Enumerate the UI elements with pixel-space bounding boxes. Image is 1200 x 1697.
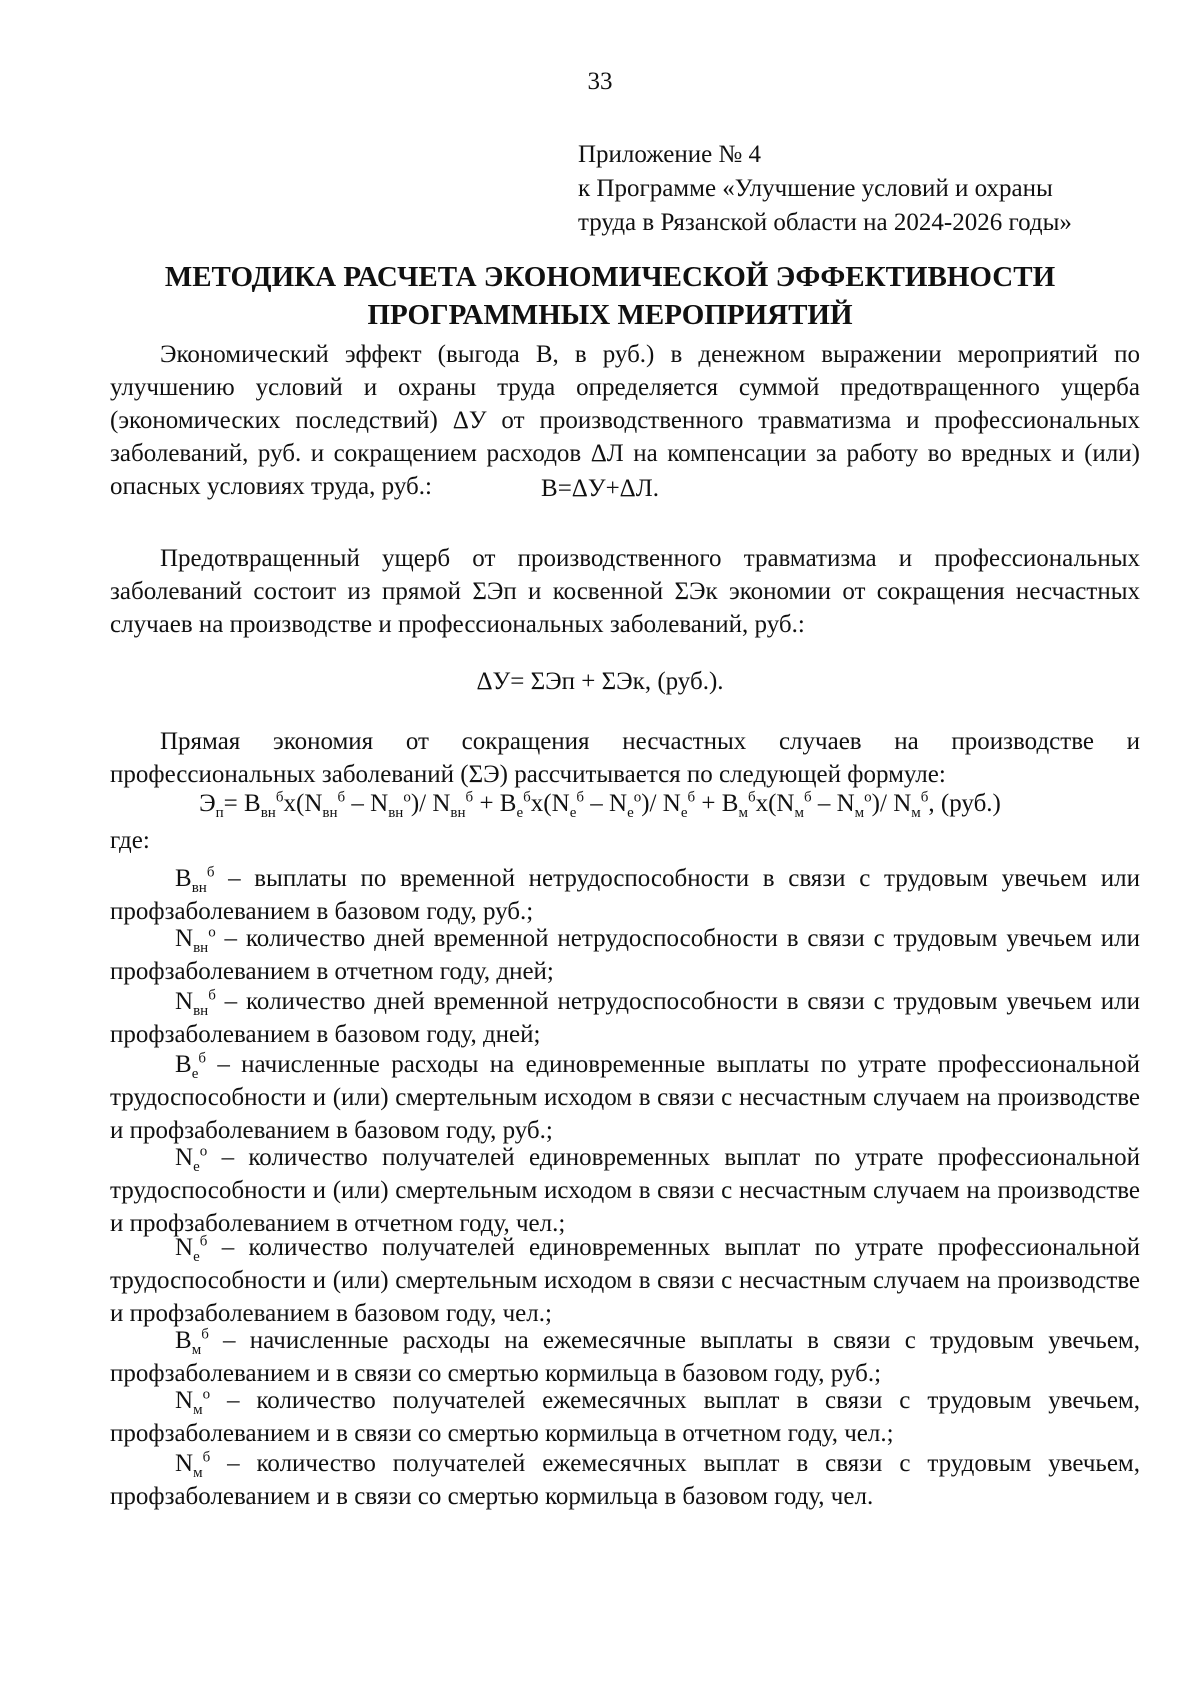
definition-text: – начисленные расходы на единовременные выплаты по утрате профессиональной трудоспособности и (или) смертельным исходом в связи с несчастным случаем на производстве и профзаболеванием в базовом году, руб.; bbox=[110, 1051, 1140, 1144]
document-title bbox=[110, 258, 1110, 334]
definition-variable: $N_е^о$ bbox=[175, 1143, 208, 1175]
definition-variable: $N_{вн}^о$ bbox=[175, 924, 216, 956]
annex-line-3: труда в Рязанской области на 2024-2026 годы» bbox=[578, 209, 1072, 236]
definition-item bbox=[110, 862, 1140, 928]
annex-header bbox=[578, 138, 1072, 240]
annex-line-2: к Программе «Улучшение условий и охраны bbox=[578, 175, 1053, 202]
paragraph-economic-effect: Экономический эффект (выгода В, в руб.) в денежном выражении мероприятий по улучшению условий и охраны труда определяется суммой предотвращенного ущерба (экономических последствий) ΔУ от производственного травматизма и профессиональных заболеваний, руб. и сокращением расходов ΔЛ на компенсации за работу во вредных и (или) опасных условиях труда, руб.: bbox=[110, 341, 1140, 500]
definition-text: – количество дней временной нетрудоспособности в связи с трудовым увечьем или профзаболеванием в отчетном году, дней; bbox=[110, 925, 1140, 985]
definition-item bbox=[110, 1324, 1140, 1390]
definition-text: – количество получателей ежемесячных выплат в связи с трудовым увечьем, профзаболеванием и в связи со смертью кормильца в отчетном году, чел.; bbox=[110, 1387, 1140, 1447]
definition-variable: $N_е^б$ bbox=[175, 1233, 208, 1265]
definition-variable: $N_{вн}^б$ bbox=[175, 987, 216, 1019]
where-label: где: bbox=[110, 827, 150, 854]
definition-text: – количество дней временной нетрудоспособности в связи с трудовым увечьем или профзаболеванием в базовом году, дней; bbox=[110, 988, 1140, 1048]
title-line-1: МЕТОДИКА РАСЧЕТА ЭКОНОМИЧЕСКОЙ ЭФФЕКТИВНОСТИ bbox=[164, 261, 1056, 293]
definition-text: – выплаты по временной нетрудоспособности в связи с трудовым увечьем или профзаболеванием в базовом году, руб.; bbox=[110, 865, 1140, 925]
formula-lhs: $Э_п$ bbox=[199, 790, 224, 821]
definition-variable: $В_{вн}^б$ bbox=[175, 864, 215, 896]
definition-item bbox=[110, 1447, 1140, 1513]
definition-item bbox=[110, 1048, 1140, 1147]
definition-text: – количество получателей единовременных выплат по утрате профессиональной трудоспособности и (или) смертельным исходом в связи с несчастным случаем на производстве и профзаболеванием в базовом году, чел.; bbox=[110, 1234, 1140, 1327]
definition-variable: $В_м^б$ bbox=[175, 1326, 209, 1358]
definition-text: – количество получателей ежемесячных выплат в связи с трудовым увечьем, профзаболеванием и в связи со смертью кормильца в базовом году, чел. bbox=[110, 1450, 1140, 1510]
formula-prevented-damage: ΔУ= ΣЭп + ΣЭк, (руб.). bbox=[476, 668, 724, 695]
page-number: 33 bbox=[587, 68, 613, 95]
definition-text: – количество получателей единовременных выплат по утрате профессиональной трудоспособности и (или) смертельным исходом в связи с несчастным случаем на производстве и профзаболеванием в отчетном году, чел.; bbox=[110, 1144, 1140, 1237]
formula-direct-savings: $Э_п= В_{вн}^бx(N_{вн}^б - N_{вн}^о)/$ $N_{вн}^б + В_е^бx(N_е^б - N_е^о)/$ $N_е^б + В_м^бx(N_м^б - N_м^о)/$ $N_м^б$, (руб.) bbox=[199, 789, 1001, 821]
annex-line-1: Приложение № 4 bbox=[578, 141, 762, 168]
title-line-2: ПРОГРАММНЫХ МЕРОПРИЯТИЙ bbox=[367, 299, 853, 331]
definition-variable: $N_м^б$ bbox=[175, 1449, 211, 1481]
definition-item bbox=[110, 1141, 1140, 1240]
definition-variable: $В_е^б$ bbox=[175, 1050, 206, 1082]
definition-text: – начисленные расходы на ежемесячные выплаты в связи с трудовым увечьем, профзаболеванием и в связи со смертью кормильца в базовом году, руб.; bbox=[110, 1327, 1140, 1387]
formula-benefit: В=ΔУ+ΔЛ. bbox=[541, 475, 659, 502]
definition-variable: $N_м^о$ bbox=[175, 1386, 211, 1418]
definition-item bbox=[110, 1231, 1140, 1330]
definition-item bbox=[110, 922, 1140, 988]
definition-item bbox=[110, 1384, 1140, 1450]
paragraph-prevented-damage: Предотвращенный ущерб от производственного травматизма и профессиональных заболеваний состоит из прямой ΣЭп и косвенной ΣЭк экономии от сокращения несчастных случаев на производстве и профессиональных заболеваний, руб.: bbox=[110, 545, 1140, 638]
paragraph-direct-savings: Прямая экономия от сокращения несчастных случаев на производстве и профессиональных заболеваний (ΣЭ) рассчитывается по следующей формуле: bbox=[110, 728, 1140, 788]
definition-item bbox=[110, 985, 1140, 1051]
